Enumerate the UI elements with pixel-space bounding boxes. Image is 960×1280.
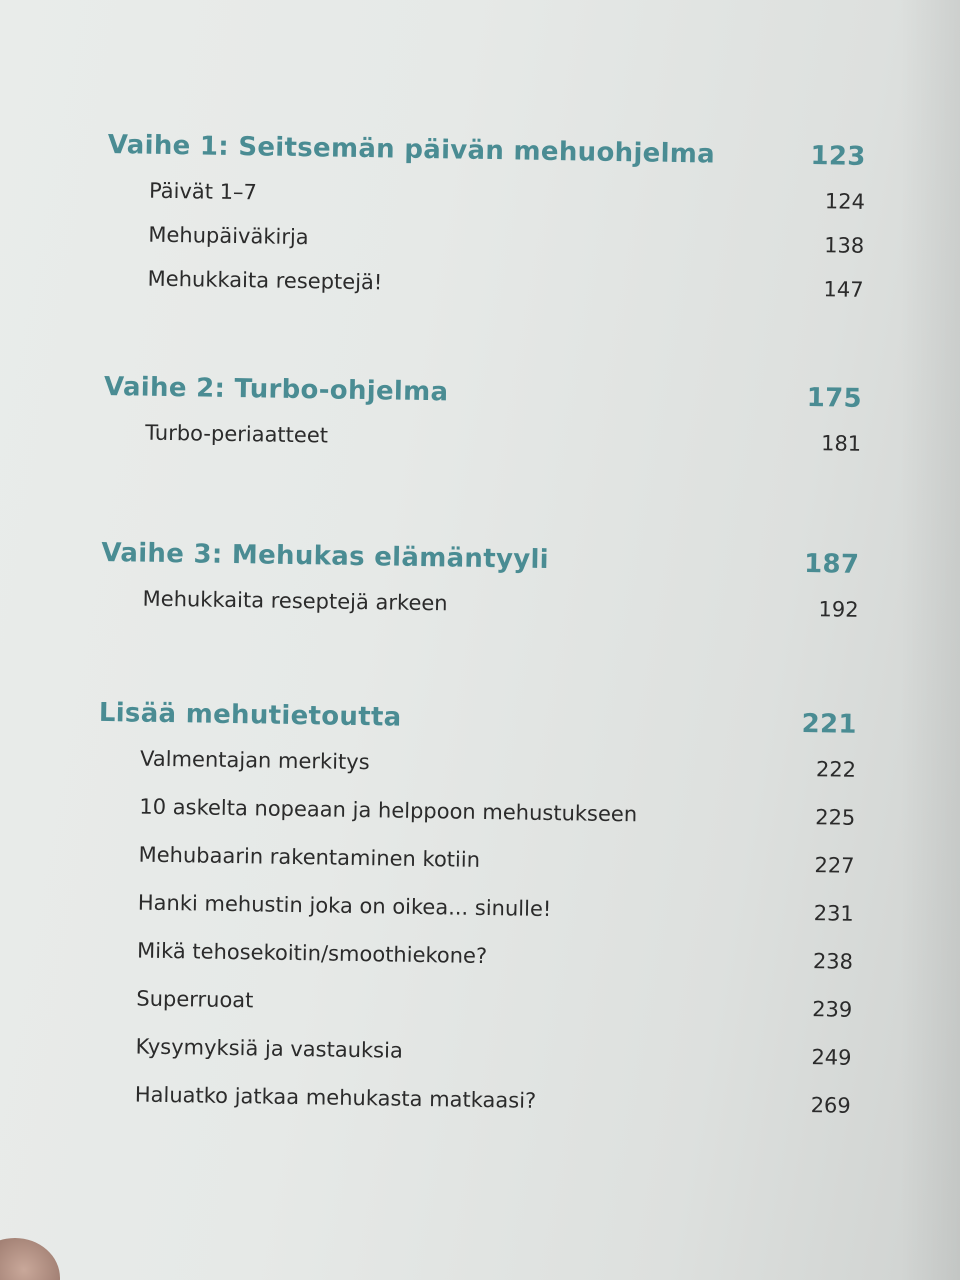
toc-entry-page: 222	[815, 757, 857, 782]
toc-entry-label: Mehukkaita reseptejä!	[147, 266, 383, 295]
toc-entry-label: Mikä tehosekoitin/smoothiekone?	[136, 938, 488, 969]
toc-entry-label: Mehupäiväkirja	[148, 222, 309, 250]
toc-heading-page: 123	[810, 141, 866, 172]
toc-entry-label: Turbo-periaatteet	[145, 420, 329, 448]
toc-heading-title: Vaihe 1: Seitsemän päivän mehuohjelma	[107, 130, 716, 170]
page-shadow	[900, 0, 960, 1280]
toc-entry-page: 181	[820, 431, 862, 456]
toc-entry-label: Mehubaarin rakentaminen kotiin	[138, 842, 481, 872]
toc-entry-label: Superruoat	[136, 986, 254, 1013]
thumb	[0, 1238, 60, 1280]
toc-heading-page: 221	[801, 708, 857, 740]
toc-section-vaihe-3	[100, 538, 881, 642]
toc-entry-page: 231	[813, 901, 854, 926]
toc-entry-label: Haluatko jatkaa mehukasta matkaasi?	[134, 1082, 537, 1113]
toc-entry-page: 138	[823, 233, 865, 258]
toc-entry-page: 147	[823, 277, 864, 302]
toc-heading-title: Vaihe 2: Turbo-ohjelma	[103, 371, 449, 408]
toc-entry-label: Kysymyksiä ja vastauksia	[135, 1034, 404, 1063]
toc-section-vaihe-2	[103, 372, 884, 476]
toc-entry-page: 227	[814, 853, 855, 878]
toc-entry-page: 238	[812, 949, 854, 974]
toc-entry-page: 269	[810, 1093, 851, 1118]
toc-entry-page: 249	[811, 1045, 852, 1070]
toc-section-lisaa-mehutietoutta	[92, 698, 879, 1142]
toc-entry-label: Mehukkaita reseptejä arkeen	[142, 586, 448, 616]
toc-heading-title: Vaihe 3: Mehukas elämäntyyli	[101, 537, 550, 575]
toc-heading-page: 187	[803, 548, 860, 580]
toc-entry-page: 225	[815, 805, 856, 830]
toc-entry-label: Päivät 1–7	[148, 178, 258, 205]
toc-section-vaihe-1	[105, 130, 888, 322]
toc-entry-label: 10 askelta nopeaan ja helppoon mehustukseen	[139, 794, 638, 827]
toc-heading-page: 175	[806, 383, 863, 414]
table-of-contents	[91, 130, 888, 1204]
toc-entry-page: 192	[818, 597, 859, 622]
toc-entry-label: Valmentajan merkitys	[139, 746, 370, 775]
toc-entry-page: 239	[811, 997, 853, 1022]
toc-entry-label: Hanki mehustin joka on oikea... sinulle!	[137, 890, 552, 922]
toc-heading-title: Lisää mehutietoutta	[98, 697, 402, 733]
toc-entry-page: 124	[824, 189, 866, 214]
